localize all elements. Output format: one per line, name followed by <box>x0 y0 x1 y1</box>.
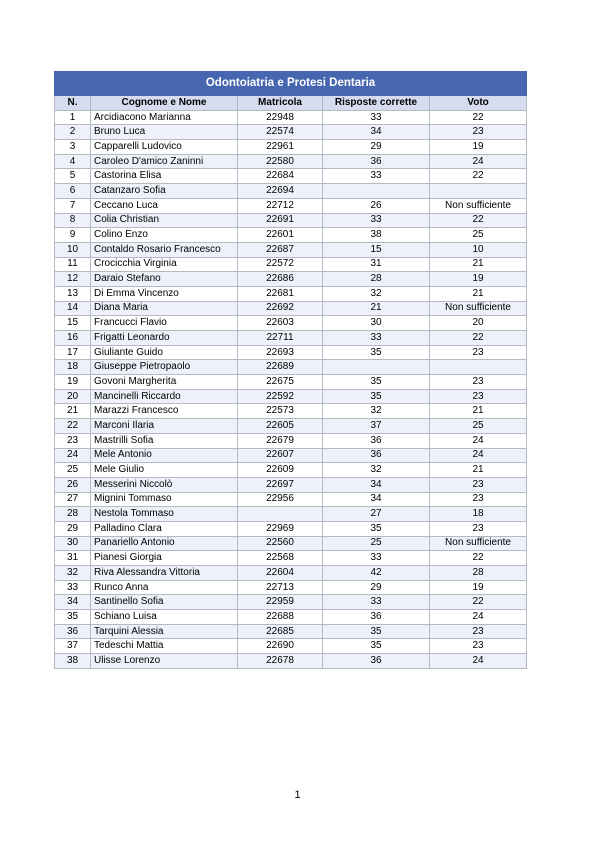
grade-cell: 22 <box>430 169 527 184</box>
row-number-cell: 32 <box>55 566 91 581</box>
correct-answers-cell: 29 <box>323 140 430 155</box>
student-name-cell: Bruno Luca <box>91 125 238 140</box>
row-number-cell: 14 <box>55 301 91 316</box>
table-row <box>55 286 527 301</box>
correct-answers-cell: 33 <box>323 110 430 125</box>
correct-answers-cell: 36 <box>323 448 430 463</box>
correct-answers-cell <box>323 360 430 375</box>
correct-answers-cell: 37 <box>323 419 430 434</box>
row-number-cell: 38 <box>55 654 91 669</box>
table-row <box>55 654 527 669</box>
page-number: 1 <box>294 789 301 801</box>
table-title: Odontoiatria e Protesi Dentaria <box>55 72 527 96</box>
table-row <box>55 184 527 199</box>
table-row <box>55 331 527 346</box>
correct-answers-cell: 34 <box>323 125 430 140</box>
matricola-cell: 22948 <box>238 110 323 125</box>
matricola-cell: 22969 <box>238 521 323 536</box>
student-name-cell: Mele Antonio <box>91 448 238 463</box>
table-row <box>55 419 527 434</box>
matricola-cell: 22679 <box>238 433 323 448</box>
grade-cell: 19 <box>430 272 527 287</box>
grade-cell: 23 <box>430 125 527 140</box>
matricola-cell: 22690 <box>238 639 323 654</box>
grade-cell: 28 <box>430 566 527 581</box>
correct-answers-cell: 33 <box>323 551 430 566</box>
row-number-cell: 12 <box>55 272 91 287</box>
matricola-cell: 22712 <box>238 198 323 213</box>
row-number-cell: 31 <box>55 551 91 566</box>
grade-cell: 24 <box>430 654 527 669</box>
grade-cell: 24 <box>430 154 527 169</box>
correct-answers-cell: 35 <box>323 375 430 390</box>
student-name-cell: Marconi Ilaria <box>91 419 238 434</box>
correct-answers-cell: 33 <box>323 213 430 228</box>
grade-cell: 22 <box>430 213 527 228</box>
correct-answers-cell: 30 <box>323 316 430 331</box>
matricola-cell: 22685 <box>238 624 323 639</box>
matricola-cell: 22711 <box>238 331 323 346</box>
student-name-cell: Castorina Elisa <box>91 169 238 184</box>
results-table <box>54 71 527 669</box>
row-number-cell: 27 <box>55 492 91 507</box>
table-row <box>55 345 527 360</box>
grade-cell <box>430 184 527 199</box>
row-number-cell: 33 <box>55 580 91 595</box>
grade-cell: 23 <box>430 477 527 492</box>
student-name-cell: Nestola Tommaso <box>91 507 238 522</box>
table-body <box>55 110 527 668</box>
table-row <box>55 463 527 478</box>
matricola-cell: 22678 <box>238 654 323 669</box>
correct-answers-cell: 42 <box>323 566 430 581</box>
table-row <box>55 433 527 448</box>
row-number-cell: 30 <box>55 536 91 551</box>
column-header-correct-answers: Risposte corrette <box>323 96 430 111</box>
correct-answers-cell: 32 <box>323 286 430 301</box>
row-number-cell: 1 <box>55 110 91 125</box>
correct-answers-cell: 31 <box>323 257 430 272</box>
column-header-matricola: Matricola <box>238 96 323 111</box>
grade-cell: Non sufficiente <box>430 536 527 551</box>
table-row <box>55 301 527 316</box>
student-name-cell: Caroleo D'amico Zaninni <box>91 154 238 169</box>
table-row <box>55 316 527 331</box>
correct-answers-cell: 32 <box>323 404 430 419</box>
table-row <box>55 448 527 463</box>
grade-cell: 23 <box>430 345 527 360</box>
matricola-cell: 22592 <box>238 389 323 404</box>
row-number-cell: 8 <box>55 213 91 228</box>
student-name-cell: Pianesi Giorgia <box>91 551 238 566</box>
table-row <box>55 154 527 169</box>
matricola-cell: 22961 <box>238 140 323 155</box>
matricola-cell: 22686 <box>238 272 323 287</box>
grade-cell: 19 <box>430 580 527 595</box>
row-number-cell: 3 <box>55 140 91 155</box>
table-row <box>55 551 527 566</box>
row-number-cell: 21 <box>55 404 91 419</box>
row-number-cell: 16 <box>55 331 91 346</box>
grade-cell: 21 <box>430 463 527 478</box>
grade-cell: 10 <box>430 242 527 257</box>
column-header-number: N. <box>55 96 91 111</box>
table-row <box>55 360 527 375</box>
grade-cell: 22 <box>430 595 527 610</box>
grade-cell: 25 <box>430 419 527 434</box>
row-number-cell: 24 <box>55 448 91 463</box>
correct-answers-cell: 34 <box>323 492 430 507</box>
row-number-cell: 13 <box>55 286 91 301</box>
student-name-cell: Capparelli Ludovico <box>91 140 238 155</box>
row-number-cell: 37 <box>55 639 91 654</box>
matricola-cell: 22687 <box>238 242 323 257</box>
student-name-cell: Ceccano Luca <box>91 198 238 213</box>
grade-cell: Non sufficiente <box>430 301 527 316</box>
row-number-cell: 28 <box>55 507 91 522</box>
grade-cell: 22 <box>430 110 527 125</box>
grade-cell: 23 <box>430 624 527 639</box>
table-row <box>55 389 527 404</box>
student-name-cell: Crocicchia Virginia <box>91 257 238 272</box>
table-row <box>55 169 527 184</box>
student-name-cell: Santinello Sofia <box>91 595 238 610</box>
matricola-cell: 22605 <box>238 419 323 434</box>
correct-answers-cell: 35 <box>323 639 430 654</box>
table-row <box>55 140 527 155</box>
matricola-cell: 22691 <box>238 213 323 228</box>
row-number-cell: 17 <box>55 345 91 360</box>
student-name-cell: Tarquini Alessia <box>91 624 238 639</box>
column-header-grade: Voto <box>430 96 527 111</box>
correct-answers-cell: 28 <box>323 272 430 287</box>
student-name-cell: Colia Christian <box>91 213 238 228</box>
grade-cell: 23 <box>430 492 527 507</box>
correct-answers-cell: 21 <box>323 301 430 316</box>
matricola-cell: 22689 <box>238 360 323 375</box>
student-name-cell: Mignini Tommaso <box>91 492 238 507</box>
matricola-cell: 22572 <box>238 257 323 272</box>
table-row <box>55 566 527 581</box>
correct-answers-cell: 33 <box>323 169 430 184</box>
correct-answers-cell: 36 <box>323 433 430 448</box>
correct-answers-cell: 33 <box>323 331 430 346</box>
matricola-cell: 22574 <box>238 125 323 140</box>
matricola-cell: 22580 <box>238 154 323 169</box>
matricola-cell: 22959 <box>238 595 323 610</box>
table-row <box>55 624 527 639</box>
correct-answers-cell: 34 <box>323 477 430 492</box>
row-number-cell: 4 <box>55 154 91 169</box>
student-name-cell: Diana Maria <box>91 301 238 316</box>
matricola-cell: 22693 <box>238 345 323 360</box>
grade-cell: 24 <box>430 433 527 448</box>
matricola-cell: 22694 <box>238 184 323 199</box>
student-name-cell: Catanzaro Sofia <box>91 184 238 199</box>
student-name-cell: Govoni Margherita <box>91 375 238 390</box>
row-number-cell: 5 <box>55 169 91 184</box>
matricola-cell: 22692 <box>238 301 323 316</box>
table-row <box>55 536 527 551</box>
row-number-cell: 36 <box>55 624 91 639</box>
correct-answers-cell: 38 <box>323 228 430 243</box>
student-name-cell: Schiano Luisa <box>91 610 238 625</box>
grade-cell: 22 <box>430 551 527 566</box>
student-name-cell: Runco Anna <box>91 580 238 595</box>
correct-answers-cell: 35 <box>323 624 430 639</box>
student-name-cell: Riva Alessandra Vittoria <box>91 566 238 581</box>
student-name-cell: Francucci Flavio <box>91 316 238 331</box>
matricola-cell: 22560 <box>238 536 323 551</box>
student-name-cell: Mastrilli Sofia <box>91 433 238 448</box>
table-row <box>55 521 527 536</box>
row-number-cell: 22 <box>55 419 91 434</box>
grade-cell: 21 <box>430 286 527 301</box>
grade-cell: 20 <box>430 316 527 331</box>
matricola-cell: 22604 <box>238 566 323 581</box>
matricola-cell: 22601 <box>238 228 323 243</box>
table-row <box>55 610 527 625</box>
student-name-cell: Frigatti Leonardo <box>91 331 238 346</box>
row-number-cell: 29 <box>55 521 91 536</box>
grade-cell: 22 <box>430 331 527 346</box>
student-name-cell: Di Emma Vincenzo <box>91 286 238 301</box>
matricola-cell: 22573 <box>238 404 323 419</box>
correct-answers-cell: 35 <box>323 521 430 536</box>
table-row <box>55 595 527 610</box>
row-number-cell: 34 <box>55 595 91 610</box>
table-row <box>55 213 527 228</box>
table-row <box>55 492 527 507</box>
grade-cell: 23 <box>430 521 527 536</box>
grade-cell: 23 <box>430 389 527 404</box>
matricola-cell: 22681 <box>238 286 323 301</box>
correct-answers-cell: 32 <box>323 463 430 478</box>
grade-cell: 19 <box>430 140 527 155</box>
table-row <box>55 375 527 390</box>
row-number-cell: 25 <box>55 463 91 478</box>
student-name-cell: Tedeschi Mattia <box>91 639 238 654</box>
student-name-cell: Arcidiacono Marianna <box>91 110 238 125</box>
table-row <box>55 257 527 272</box>
table-row <box>55 272 527 287</box>
correct-answers-cell: 15 <box>323 242 430 257</box>
matricola-cell: 22688 <box>238 610 323 625</box>
matricola-cell: 22603 <box>238 316 323 331</box>
correct-answers-cell: 36 <box>323 654 430 669</box>
row-number-cell: 23 <box>55 433 91 448</box>
matricola-cell <box>238 507 323 522</box>
correct-answers-cell: 35 <box>323 389 430 404</box>
row-number-cell: 19 <box>55 375 91 390</box>
matricola-cell: 22713 <box>238 580 323 595</box>
grade-cell: 24 <box>430 610 527 625</box>
correct-answers-cell: 36 <box>323 154 430 169</box>
table-row <box>55 477 527 492</box>
correct-answers-cell: 35 <box>323 345 430 360</box>
student-name-cell: Colino Enzo <box>91 228 238 243</box>
correct-answers-cell: 27 <box>323 507 430 522</box>
matricola-cell: 22697 <box>238 477 323 492</box>
correct-answers-cell: 36 <box>323 610 430 625</box>
student-name-cell: Mele Giulio <box>91 463 238 478</box>
grade-cell: 18 <box>430 507 527 522</box>
correct-answers-cell: 26 <box>323 198 430 213</box>
table-row <box>55 507 527 522</box>
correct-answers-cell: 33 <box>323 595 430 610</box>
grade-cell: 21 <box>430 257 527 272</box>
table-row <box>55 228 527 243</box>
row-number-cell: 6 <box>55 184 91 199</box>
table-row <box>55 639 527 654</box>
row-number-cell: 26 <box>55 477 91 492</box>
row-number-cell: 10 <box>55 242 91 257</box>
student-name-cell: Marazzi Francesco <box>91 404 238 419</box>
student-name-cell: Ulisse Lorenzo <box>91 654 238 669</box>
table-row <box>55 404 527 419</box>
table-row <box>55 125 527 140</box>
row-number-cell: 15 <box>55 316 91 331</box>
grade-cell: 23 <box>430 639 527 654</box>
student-name-cell: Daraio Stefano <box>91 272 238 287</box>
row-number-cell: 35 <box>55 610 91 625</box>
grade-cell <box>430 360 527 375</box>
correct-answers-cell: 29 <box>323 580 430 595</box>
correct-answers-cell <box>323 184 430 199</box>
student-name-cell: Contaldo Rosario Francesco <box>91 242 238 257</box>
table-row <box>55 110 527 125</box>
grade-cell: Non sufficiente <box>430 198 527 213</box>
student-name-cell: Mancinelli Riccardo <box>91 389 238 404</box>
row-number-cell: 20 <box>55 389 91 404</box>
table-row <box>55 198 527 213</box>
matricola-cell: 22568 <box>238 551 323 566</box>
student-name-cell: Messerini Niccolò <box>91 477 238 492</box>
grade-cell: 21 <box>430 404 527 419</box>
grade-cell: 25 <box>430 228 527 243</box>
matricola-cell: 22675 <box>238 375 323 390</box>
row-number-cell: 2 <box>55 125 91 140</box>
row-number-cell: 9 <box>55 228 91 243</box>
grade-cell: 24 <box>430 448 527 463</box>
table-header-row <box>55 96 527 111</box>
column-header-name: Cognome e Nome <box>91 96 238 111</box>
student-name-cell: Panariello Antonio <box>91 536 238 551</box>
row-number-cell: 18 <box>55 360 91 375</box>
student-name-cell: Palladino Clara <box>91 521 238 536</box>
correct-answers-cell: 25 <box>323 536 430 551</box>
matricola-cell: 22956 <box>238 492 323 507</box>
grade-cell: 23 <box>430 375 527 390</box>
student-name-cell: Giuliante Guido <box>91 345 238 360</box>
row-number-cell: 7 <box>55 198 91 213</box>
student-name-cell: Giuseppe Pietropaolo <box>91 360 238 375</box>
row-number-cell: 11 <box>55 257 91 272</box>
matricola-cell: 22607 <box>238 448 323 463</box>
table-row <box>55 242 527 257</box>
matricola-cell: 22609 <box>238 463 323 478</box>
table-row <box>55 580 527 595</box>
matricola-cell: 22684 <box>238 169 323 184</box>
